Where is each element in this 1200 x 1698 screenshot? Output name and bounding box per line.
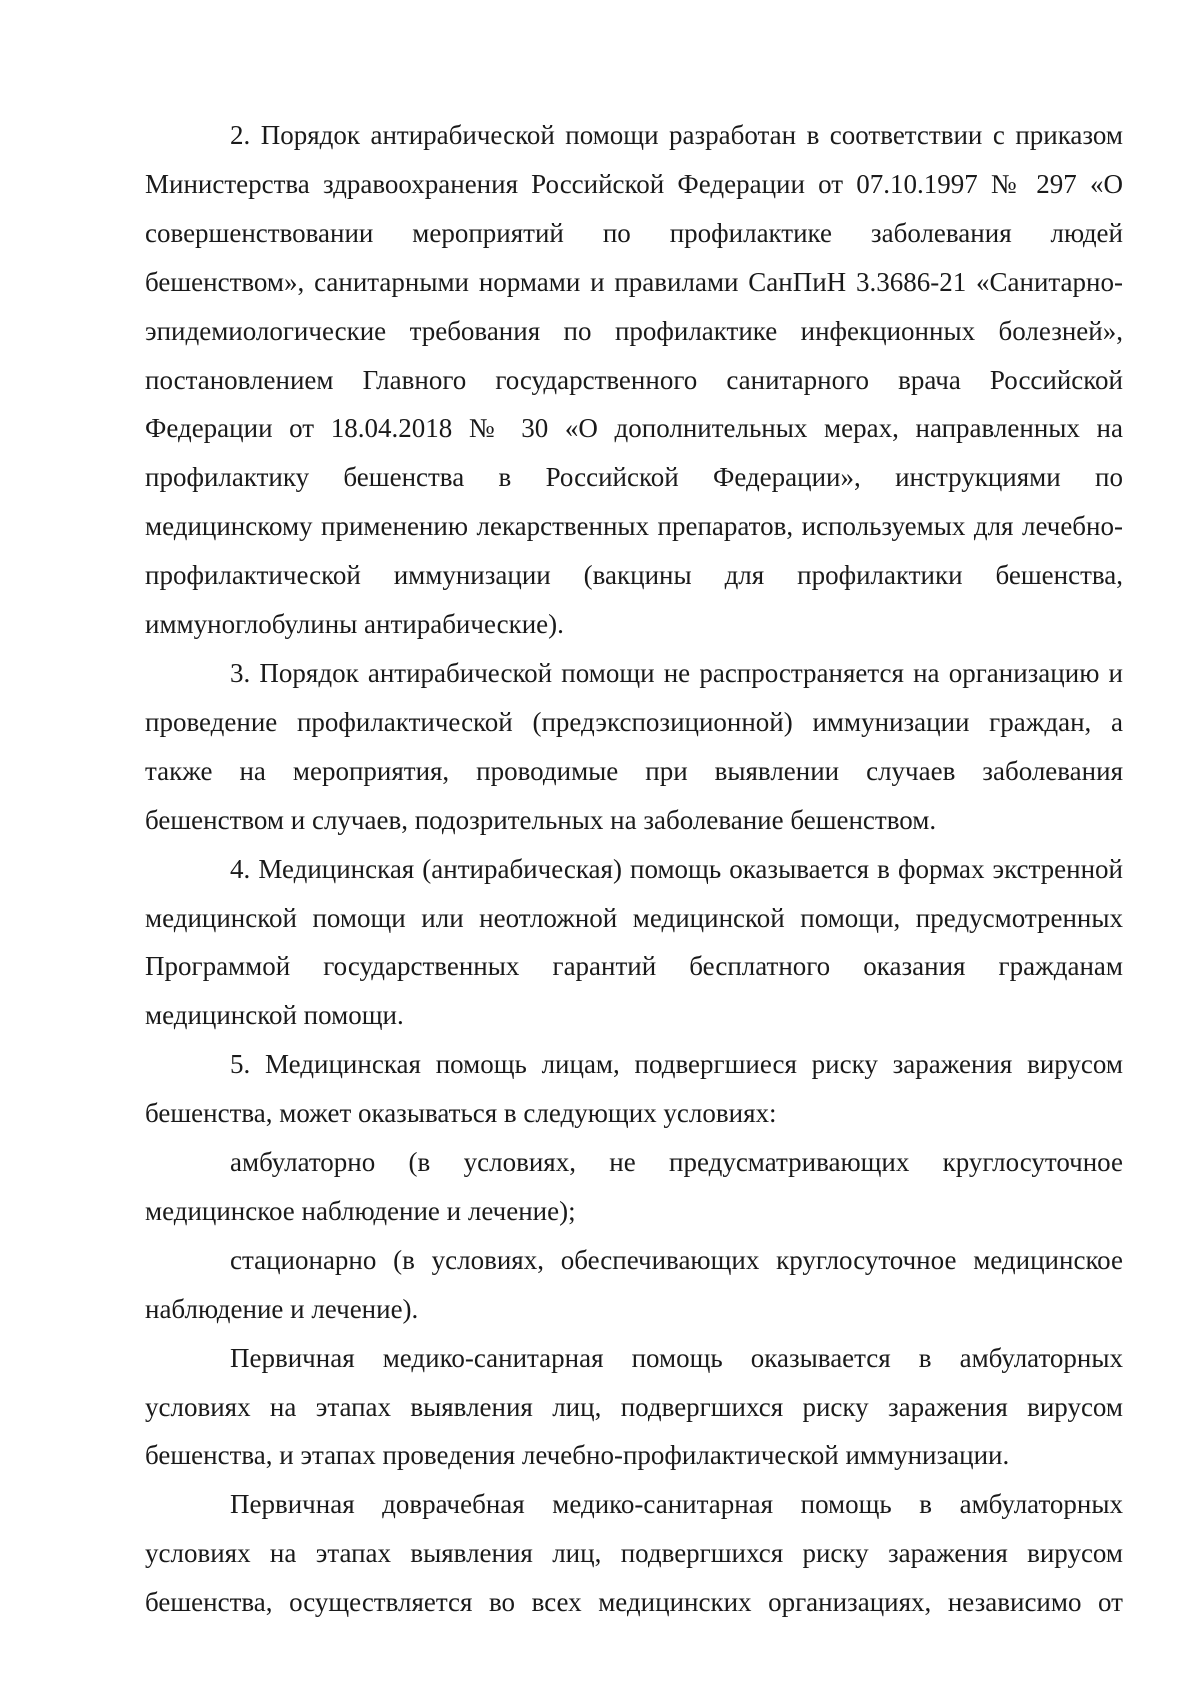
condition-outpatient: амбулаторно (в условиях, не предусматривающих круглосуточное медицинское наблюдение и лечение);	[145, 1147, 1123, 1226]
paragraph-pre-medical-care: Первичная доврачебная медико-санитарная помощь в амбулаторных условиях на этапах выявления лиц, подвергшихся риску заражения вирусом бешенства, осуществляется во всех медицинских организациях, независимо от	[145, 1489, 1123, 1618]
condition-inpatient: стационарно (в условиях, обеспечивающих круглосуточное медицинское наблюдение и лечение).	[145, 1244, 1123, 1324]
paragraph-5-conditions: 5. Медицинская помощь лицам, подвергшиеся риску заражения вирусом бешенства, может оказываться в следующих условиях:	[145, 1049, 1123, 1129]
paragraph-2-legal-basis: 2. Порядок антирабической помощи разработан в соответствии с приказом Министерства здравоохранения Российской Федерации от 07.10.1997 № 297 «О совершенствовании мероприятий по профилактике заболевания людей бешенством», санитарными нормами и правилами СанПиН 3.3686-21 «Санитарно-эпидемиологические требования по профилактике инфекционных болезней», постановлением Главного государственного санитарного врача Российской Федерации от 18.04.2018 № 30 «О дополнительных мерах, направленных на профилактику бешенства в Российской Федерации», инструкциями по медицинскому применению лекарственных препаратов, используемых для лечебно-профилактической иммунизации (вакцины для профилактики бешенства, иммуноглобулины антирабические).	[145, 120, 1123, 640]
paragraph-primary-care: Первичная медико-санитарная помощь оказывается в амбулаторных условиях на этапах выявления лиц, подвергшихся риску заражения вирусом бешенства, и этапах проведения лечебно-профилактической иммунизации.	[145, 1342, 1123, 1471]
document-body	[145, 111, 1123, 1627]
paragraph-3-scope: 3. Порядок антирабической помощи не распространяется на организацию и проведение профилактической (предэкспозиционной) иммунизации граждан, а также на мероприятия, проводимые при выявлении случаев заболевания бешенством и случаев, подозрительных на заболевание бешенством.	[145, 657, 1123, 835]
paragraph-4-forms: 4. Медицинская (антирабическая) помощь оказывается в формах экстренной медицинской помощи или неотложной медицинской помощи, предусмотренных Программой государственных гарантий бесплатного оказания гражданам медицинской помощи.	[145, 853, 1123, 1031]
